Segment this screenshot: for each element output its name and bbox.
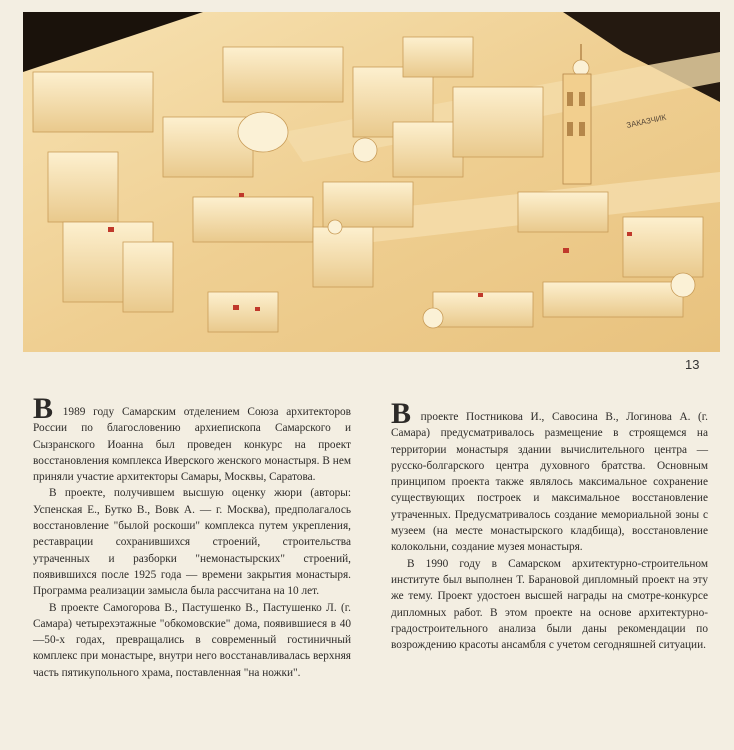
model-illustration: [23, 12, 720, 352]
model-label: ЗАКАЗЧИК: [625, 112, 668, 130]
dropcap: В: [33, 392, 54, 425]
left-paragraph-2: В проекте, получившем высшую оценку жюри (авторы: Успенская Е., Бутко В., Вовк А. — г. Москва), предполагалось восстановление "былой роскоши" комплекса путем укрепления, реставрации сохранившихся строений, строительства утраченных и разборки "немонастырских" строений, появившихся после 1925 года — времени закрытия монастыря. Программа реализации замысла была рассчитана на 10 лет.: [33, 487, 351, 598]
left-paragraph-3: В проекте Самогорова В., Пастушенко В., Пастушенко Л. (г. Самара) четырехэтажные "обкомовские" дома, появившиеся в 40—50-х годах, превращались в современный гостиничный комплекс при монастыре, внутри него восстанавливалась верхняя часть пятикупольного храма, поставленная "на ножки".: [33, 601, 351, 679]
right-column: [391, 397, 708, 653]
dropcap: В: [391, 397, 412, 430]
left-paragraph-1: В 1989 году Самарским отделением Союза архитекторов России по благословению архиепископа Самарского и Сызранского Иоанна был проведен конкурс на проект восстановления комплекса Иверского женского монастыря. В нем приняли участие архитекторы Самары, Москвы, Саратова.: [33, 392, 351, 484]
left-column: [33, 392, 351, 681]
right-paragraph-2: В 1990 году в Самарском архитектурно-строительном институте был выполнен Т. Барановой дипломный проект на эту же тему. Проект удостоен высшей награды на смотре-конкурсе дипломных работ. В этом проекте на основе архитектурно-градостроительного анализа были даны рекомендации по возрождению красоты ансамбля с учетом сегодняшней ситуации.: [391, 557, 708, 652]
architectural-model-photo: [23, 12, 720, 352]
page-number: 13: [685, 357, 700, 372]
right-paragraph-1: В проекте Постникова И., Савосина В., Логинова А. (г. Самара) предусматривалось размещение в строящемся на территории монастыря здании вычислительного центра — русско-болгарского центра духовного братства. Основным принципом проекта также являлось максимальное сохранение существующих построек и максимальное восстановление утраченных. Предусматривалось создание мемориальной зоны с музеем (на месте монастырского кладбища), восстановление колокольни, создание музея монастыря.: [391, 397, 708, 554]
